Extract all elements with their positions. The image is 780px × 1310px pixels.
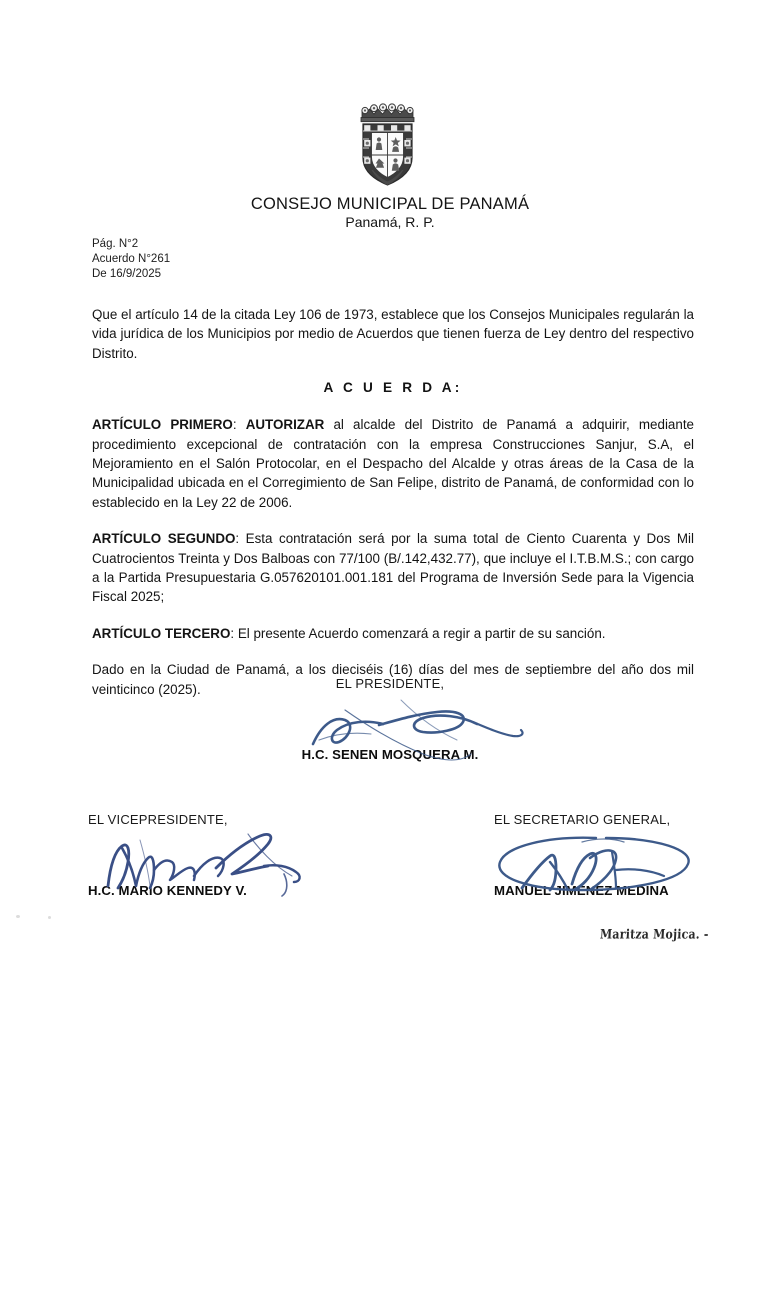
agreement-number: Acuerdo N°261 [92,253,171,265]
document-body [92,305,694,716]
organization-title: CONSEJO MUNICIPAL DE PANAMÁ [250,195,530,213]
article-first-label: ARTÍCULO PRIMERO [92,417,233,433]
page-number: Pág. N°2 [92,238,139,250]
closing-paragraph: Dado en la Ciudad de Panamá, a los dieciséis (16) días del mes de septiembre del año dos mil veinticinco (2025). [92,662,694,697]
organization-location: Panamá, R. P. [345,214,435,230]
coat-of-arms-icon [352,100,428,188]
preamble-paragraph: Que el artículo 14 de la citada Ley 106 de 1973, establece que los Consejos Municipales regularán la vida jurídica de los Municipios por medio de Acuerdos que tienen fuerza de Ley dentro del respectivo Distrito. [92,307,694,361]
signature-name-secretary: MANUEL JIMÉNEZ MEDINA [494,883,669,898]
document-meta [92,237,170,282]
signature-block-president [0,676,780,762]
crest-container [0,100,780,188]
article-third-text: : El presente Acuerdo comenzará a regir a partir de su sanción. [230,625,606,641]
signature-block-secretary [494,812,670,898]
article-first-verb: AUTORIZAR [245,417,325,433]
clerk-initials-annotation: Maritza Mojica. - [599,926,710,943]
article-second-label: ARTÍCULO SEGUNDO [92,531,236,547]
article-first-separator: : [232,417,246,433]
acuerda-heading: A C U E R D A: [323,380,463,396]
article-second-paragraph [92,529,694,607]
signature-block-vicepresident [88,812,247,898]
article-third-label: ARTÍCULO TERCERO [92,625,231,641]
scan-speck [48,916,51,919]
article-first-text: al alcalde del Distrito de Panamá a adquirir, mediante procedimiento excepcional de contratación con la empresa Construcciones Sanjur, S.A, el Mejoramiento en el Salón Protocolar, en el Despacho del Alcalde y otras áreas de la Casa de la Municipalidad ubicada en el Corregimiento de San Felipe, distrito de Panamá, de conformidad con lo establecido en la Ley 22 de 2006. [92,417,694,510]
signature-name-president: H.C. SENEN MOSQUERA M. [301,747,479,762]
signature-role-vicepresident: EL VICEPRESIDENTE, [88,812,228,827]
scan-speck [16,915,20,918]
signature-role-secretary: EL SECRETARIO GENERAL, [494,812,671,827]
article-third-paragraph [92,624,694,643]
signature-name-vicepresident: H.C. MARIO KENNEDY V. [88,883,247,898]
document-date: De 16/9/2025 [92,268,162,280]
article-second-text: : Esta contratación será por la suma total de Ciento Cuarenta y Dos Mil Cuatrocientos Treinta y Dos Balboas con 77/100 (B/.142,432.77), que incluye el I.T.B.M.S.; con cargo a la Partida Presupuestaria G.057620101.001.181 del Programa de Inversión Sede para la Vigencia Fiscal 2025; [92,531,694,605]
signature-role-president: EL PRESIDENTE, [335,676,445,691]
article-first-paragraph [92,415,694,512]
